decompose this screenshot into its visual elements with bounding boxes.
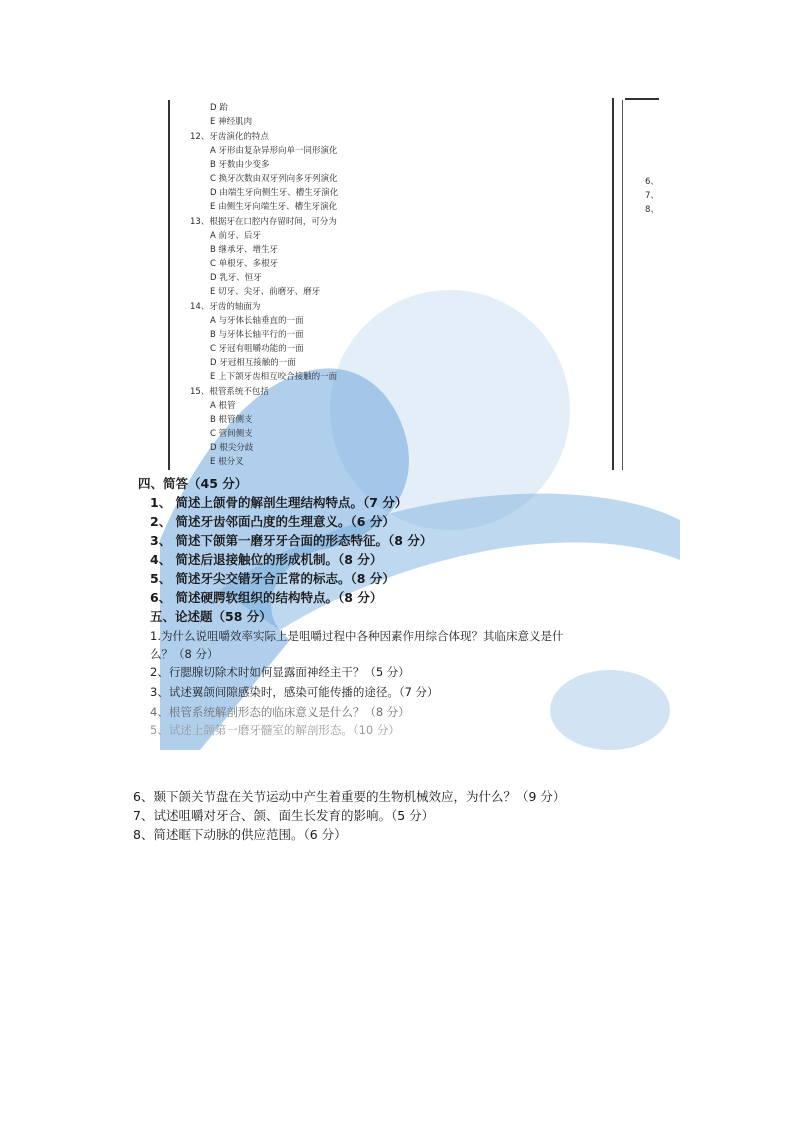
- section4-item-3: 3、 简述下颌第一磨牙牙合面的形态特征。（8 分）: [150, 533, 433, 548]
- scan-option-line: D 跆: [210, 103, 228, 113]
- scan-option-line: D 牙冠相互接触的一面: [210, 358, 296, 368]
- scan-top-edge: [625, 98, 659, 100]
- section4-item-1: 1、 简述上颌骨的解剖生理结构特点。（7 分）: [150, 495, 408, 510]
- scan-question-heading: 15、根管系统不包括: [190, 387, 269, 397]
- scan-option-line: C 换牙次数由双牙列向多牙列演化: [210, 174, 338, 184]
- scan-option-line: D 乳牙、恒牙: [210, 273, 262, 283]
- scan-option-line: B 根管侧支: [210, 415, 253, 425]
- scan-right-border: [612, 98, 614, 470]
- section5-title: 五、论述题（58 分）: [150, 609, 272, 624]
- right-number-6: 6、: [645, 177, 659, 187]
- section4-item-4: 4、 简述后退接触位的形成机制。（8 分）: [150, 552, 383, 567]
- scan-option-line: A 牙形由复杂异形向单一同形演化: [210, 146, 338, 156]
- right-number-8: 8、: [645, 205, 659, 215]
- scan-option-line: A 前牙、后牙: [210, 231, 262, 241]
- scan-option-line: B 牙数由少变多: [210, 160, 270, 170]
- section4-item-2: 2、 简述牙齿邻面凸度的生理意义。（6 分）: [150, 514, 395, 529]
- scan-option-line: E 根分叉: [210, 457, 244, 467]
- scan-option-line: E 由侧生牙向端生牙、槽生牙演化: [210, 202, 338, 212]
- scan-question-heading: 12、牙齿演化的特点: [190, 132, 269, 142]
- section5-item-4: 4、根管系统解剖形态的临床意义是什么？（8 分）: [150, 705, 410, 719]
- section4-item-6: 6、 简述硬腭软组织的结构特点。（8 分）: [150, 590, 383, 605]
- scan-question-heading: 14、牙齿的轴面为: [190, 302, 261, 312]
- bottom-item-7: 7、试述咀嚼对牙合、颌、面生长发育的影响。（5 分）: [133, 808, 435, 823]
- scan-option-line: A 根管: [210, 401, 236, 411]
- right-number-7: 7、: [645, 191, 659, 201]
- scan-option-line: E 切牙、尖牙、前磨牙、磨牙: [210, 287, 321, 297]
- scan-option-line: B 继承牙、增生牙: [210, 245, 279, 255]
- section5-item-1: 1.为什么说咀嚼效率实际上是咀嚼过程中各种因素作用综合体现？其临床意义是什: [150, 629, 564, 643]
- section5-item-1-cont: 么？（8 分）: [150, 647, 219, 661]
- scan-question-heading: 13、根据牙在口腔内存留时间，可分为: [190, 217, 337, 227]
- section4-item-5: 5、 简述牙尖交错牙合正常的标志。（8 分）: [150, 571, 395, 586]
- scan-option-line: E 神经肌肉: [210, 117, 253, 127]
- scan-option-line: C 牙冠有咀嚼功能的一面: [210, 344, 304, 354]
- scan-option-line: A 与牙体长轴垂直的一面: [210, 316, 304, 326]
- scan-option-line: D 根尖分歧: [210, 443, 254, 453]
- scan-option-line: D 由端生牙向侧生牙、槽生牙演化: [210, 188, 339, 198]
- scan-right-border-2: [622, 100, 623, 470]
- scan-left-border: [168, 100, 170, 470]
- section5-item-3: 3、试述翼颌间隙感染时，感染可能传播的途径。（7 分）: [150, 685, 439, 699]
- section5-item-5: 5、试述上颌第一磨牙髓室的解剖形态。（10 分）: [150, 723, 400, 737]
- scan-option-line: E 上下颌牙齿相互咬合接触的一面: [210, 372, 338, 382]
- bottom-item-8: 8、简述眶下动脉的供应范围。（6 分）: [133, 827, 347, 842]
- scan-option-line: C 管间侧支: [210, 429, 253, 439]
- bottom-item-6: 6、颞下颌关节盘在关节运动中产生着重要的生物机械效应，为什么？（9 分）: [133, 789, 566, 804]
- section5-item-2: 2、行腮腺切除术时如何显露面神经主干？（5 分）: [150, 665, 410, 679]
- section4-title: 四、简答（45 分）: [138, 476, 248, 491]
- scan-option-line: C 单根牙、多根牙: [210, 259, 279, 269]
- scan-option-line: B 与牙体长轴平行的一面: [210, 330, 304, 340]
